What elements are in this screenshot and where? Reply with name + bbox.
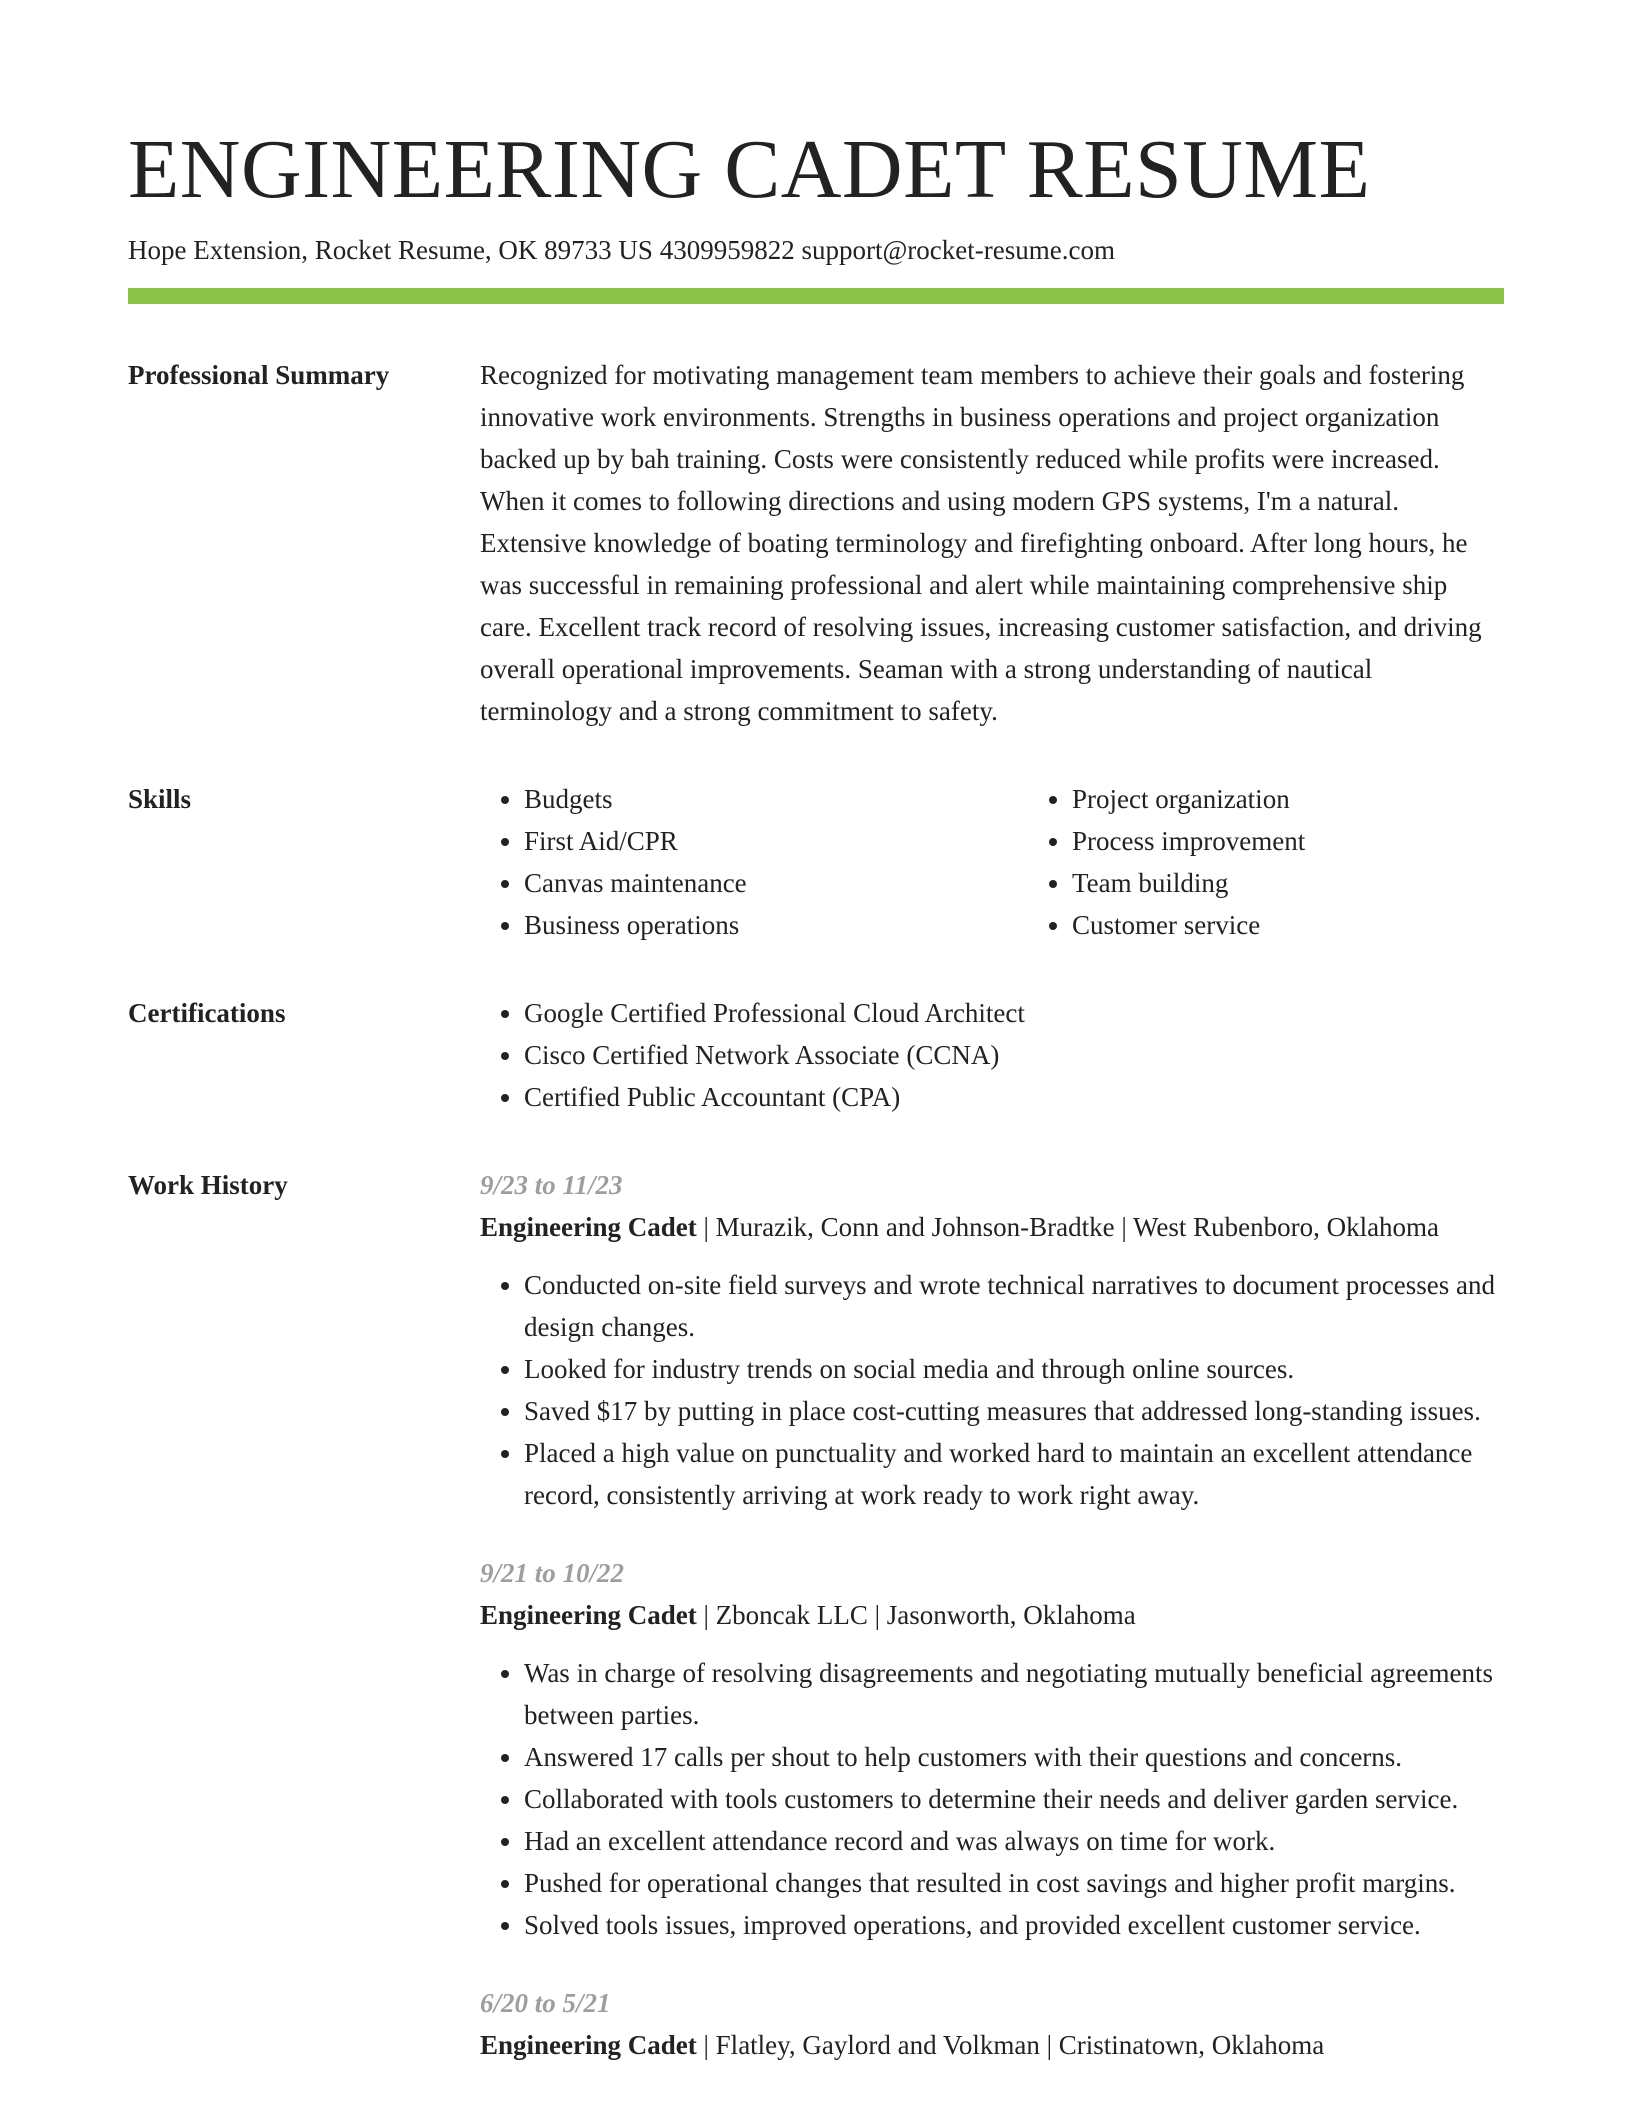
resume-page [128,0,1504,2102]
skills-section [128,778,1504,946]
work-history-section [128,1164,1504,2102]
job-details: | Murazik, Conn and Johnson-Bradtke | West Rubenboro, Oklahoma [696,1212,1440,1242]
job-bullet: • Had an excellent attendance record and was always on time for work. [524,1820,1504,1862]
job-bullet: • Solved tools issues, improved operations, and provided excellent customer service. [524,1904,1504,1946]
skill-item: • Team building [1072,862,1576,904]
job-entry [480,1164,1504,1516]
skill-item: • Business operations [524,904,1028,946]
job-bullet: • Answered 17 calls per shout to help customers with their questions and concerns. [524,1736,1504,1778]
resume-title: ENGINEERING CADET RESUME [128,123,1371,216]
skill-item: • Canvas maintenance [524,862,1028,904]
job-bullets [480,1264,1504,1516]
certification-item: • Certified Public Accountant (CPA) [524,1076,1504,1118]
skills-column-2 [1028,778,1576,946]
job-bullets [480,1652,1504,1946]
job-title: Engineering Cadet [480,2030,697,2060]
skills-column-1 [480,778,1028,946]
job-entry [480,1552,1504,1946]
job-bullet: • Placed a high value on punctuality and worked hard to maintain an excellent attendance record, consistently arriving at work ready to work right away. [524,1432,1504,1516]
job-title: Engineering Cadet [480,1600,697,1630]
job-bullet: • Collaborated with tools customers to determine their needs and deliver garden service. [524,1778,1504,1820]
certifications-list [480,992,1504,1118]
accent-divider [128,288,1504,304]
certifications-label: Certifications [128,998,286,1028]
summary-section [128,354,1504,732]
job-title: Engineering Cadet [480,1212,697,1242]
job-bullet: • Looked for industry trends on social media and through online sources. [524,1348,1504,1390]
certifications-section [128,992,1504,1118]
job-bullet: • Saved $17 by putting in place cost-cutting measures that addressed long-standing issues. [524,1390,1504,1432]
job-dates: 6/20 to 5/21 [480,1988,611,2018]
job-details: | Flatley, Gaylord and Volkman | Cristinatown, Oklahoma [696,2030,1325,2060]
job-heading [480,1594,1504,1636]
skill-item: • Customer service [1072,904,1576,946]
job-bullet: • Conducted on-site field surveys and wrote technical narratives to document processes and design changes. [524,1264,1504,1348]
skills-label: Skills [128,784,192,814]
job-bullet: • Pushed for operational changes that resulted in cost savings and higher profit margins. [524,1862,1504,1904]
job-dates: 9/21 to 10/22 [480,1558,625,1588]
contact-line: Hope Extension, Rocket Resume, OK 89733 US 4309959822 support@rocket-resume.com [128,235,1115,265]
certification-item: • Google Certified Professional Cloud Architect [524,992,1504,1034]
skill-item: • Budgets [524,778,1028,820]
skill-item: • First Aid/CPR [524,820,1028,862]
certification-item: • Cisco Certified Network Associate (CCNA) [524,1034,1504,1076]
job-heading [480,2024,1504,2066]
job-dates: 9/23 to 11/23 [480,1170,623,1200]
skill-item: • Project organization [1072,778,1576,820]
job-details: | Zboncak LLC | Jasonworth, Oklahoma [696,1600,1136,1630]
job-heading [480,1206,1504,1248]
summary-label: Professional Summary [128,360,390,390]
summary-text: Recognized for motivating management team members to achieve their goals and fostering innovative work environments. Strengths in business operations and project organization backed up by bah training. Costs were consistently reduced while profits were increased. When it comes to following directions and using modern GPS systems, I'm a natural. Extensive knowledge of boating terminology and firefighting onboard. After long hours, he was successful in remaining professional and alert while maintaining comprehensive ship care. Excellent track record of resolving issues, increasing customer satisfaction, and driving overall operational improvements. Seaman with a strong understanding of nautical terminology and a strong commitment to safety. [480,360,1482,726]
job-bullet: • Was in charge of resolving disagreements and negotiating mutually beneficial agreements between parties. [524,1652,1504,1736]
job-entry [480,1982,1504,2066]
skill-item: • Process improvement [1072,820,1576,862]
work-history-label: Work History [128,1170,288,1200]
